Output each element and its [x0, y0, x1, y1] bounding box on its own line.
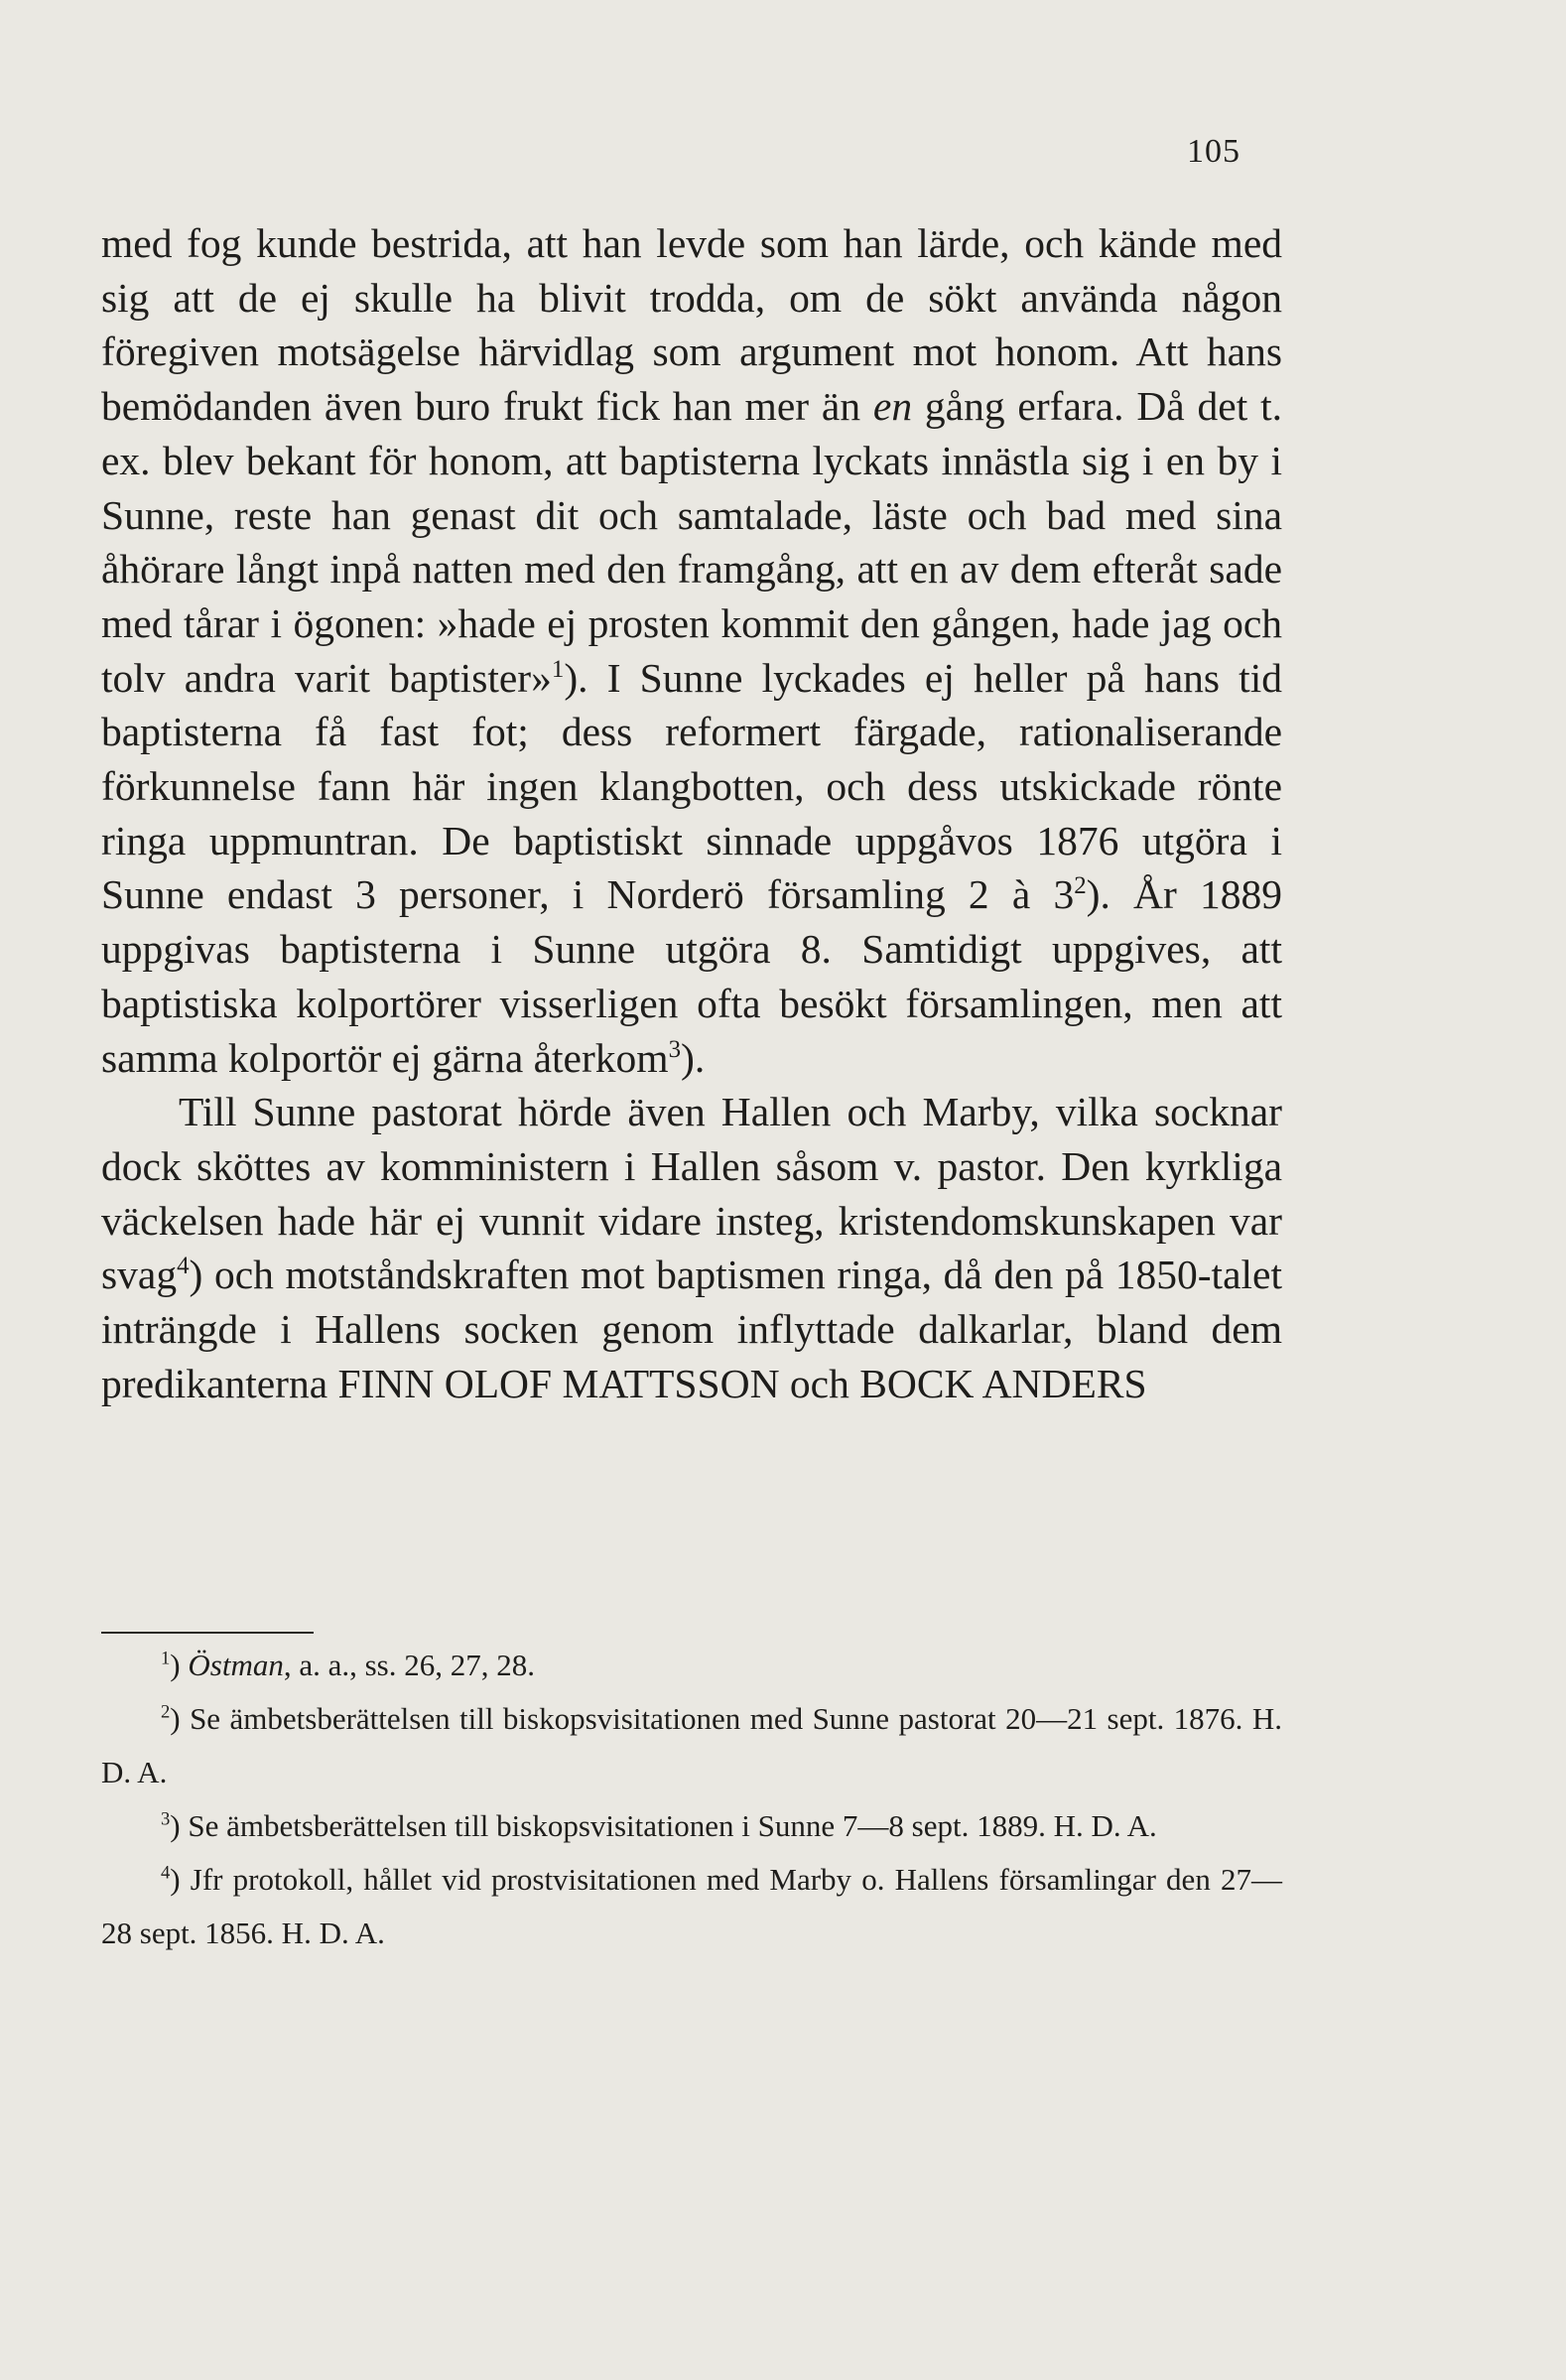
footnote-marker: 2 [1074, 872, 1087, 900]
italic-text: en [872, 383, 913, 430]
text-run: , a. a., ss. 26, 27, 28. [283, 1648, 535, 1682]
text-run: gång erfara. Då det t. ex. blev bekant för honom, att baptisterna lyckats innästla sig i en by i Sunne, reste han genast dit och samtalade, läste och bad med sina åhörare långt inpå natten med den framgång, att en av dem efteråt sade med tårar i ögonen: »hade ej prosten kommit den gången, hade jag och tolv andra varit baptister» [101, 383, 1282, 701]
footnote-divider [101, 1632, 314, 1634]
text-run: ) och motståndskraften mot baptismen ringa, då den på 1850-talet inträngde i Hallens socken genom inflyttade dalkarlar, bland dem predikanterna FINN OLOF MATTSSON och BOCK ANDERS [101, 1252, 1282, 1406]
footnote-marker: 4 [177, 1253, 190, 1280]
footnote-marker: 3 [161, 1808, 171, 1830]
footnote-marker: 1 [161, 1648, 171, 1669]
text-run: ) Se ämbetsberättelsen till biskopsvisitationen med Sunne pastorat 20—21 sept. 1876. H. D. A. [101, 1701, 1282, 1789]
paragraph [101, 216, 1282, 1085]
footnote [101, 1853, 1282, 1960]
paragraph [101, 1085, 1282, 1410]
text-run: Till Sunne pastorat hörde även Hallen och Marby, vilka socknar dock sköttes av komministern i Hallen såsom v. pastor. Den kyrkliga väckelsen hade här ej vunnit vidare insteg, kristendomskunskapen var svag [101, 1089, 1282, 1298]
text-run: ). I Sunne lyckades ej heller på hans tid baptisterna få fast fot; dess reformert färgade, rationaliserande förkunnelse fann här ingen klangbotten, och dess utskickade rönte ringa uppmuntran. De baptistiskt sinnade uppgåvos 1876 utgöra i Sunne endast 3 personer, i Norderö församling 2 à 3 [101, 654, 1282, 918]
footnote-marker: 3 [668, 1035, 682, 1063]
text-run: ). År 1889 uppgivas baptisterna i Sunne utgöra 8. Samtidigt uppgives, att baptistiska kolportörer visserligen ofta besökt församlingen, men att samma kolportör ej gärna återkom [101, 871, 1282, 1081]
text-run: ) Jfr protokoll, hållet vid prostvisitationen med Marby o. Hallens församlingar den 27—28 sept. 1856. H. D. A. [101, 1862, 1282, 1950]
page-number: 105 [1187, 133, 1240, 170]
text-run: ) [170, 1648, 189, 1682]
text-run: ). [681, 1034, 706, 1081]
footnote [101, 1692, 1282, 1799]
footnote-marker: 2 [161, 1701, 171, 1723]
footnotes [101, 1639, 1282, 1960]
footnote-marker: 4 [161, 1862, 171, 1884]
footnote [101, 1639, 1282, 1692]
text-run: ) Se ämbetsberättelsen till biskopsvisitationen i Sunne 7—8 sept. 1889. H. D. A. [170, 1808, 1157, 1843]
footnote [101, 1799, 1282, 1853]
italic-text: Östman [188, 1648, 284, 1682]
text-run: med fog kunde bestrida, att han levde som han lärde, och kände med sig att de ej skulle ha blivit trodda, om de sökt använda någon föregiven motsägelse härvidlag som argument mot honom. Att hans bemödanden även buro frukt fick han mer än [101, 220, 1282, 430]
footnote-marker: 1 [551, 655, 565, 683]
body-text [101, 216, 1282, 1410]
